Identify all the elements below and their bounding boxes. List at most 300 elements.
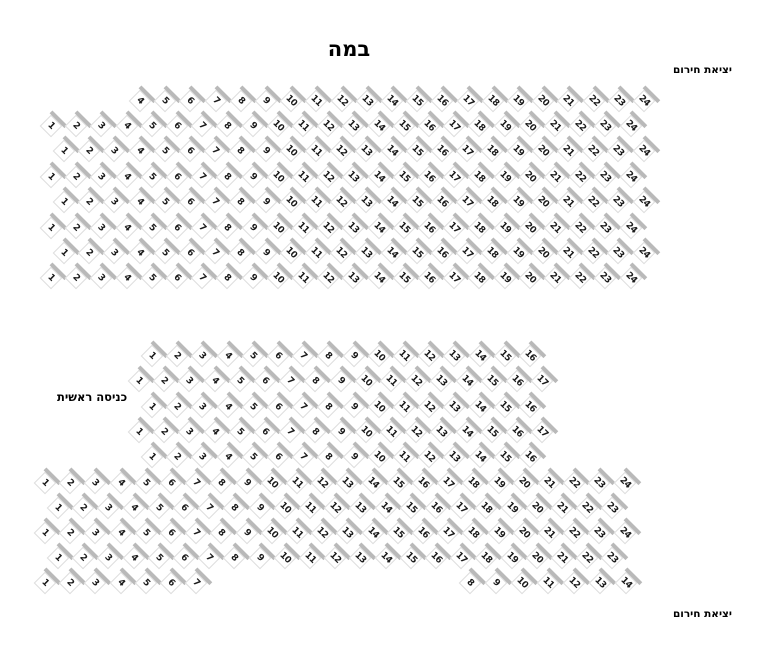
seat-number: 5: [146, 272, 158, 284]
seat-number: 10: [264, 475, 280, 491]
seat-number: 16: [421, 169, 437, 185]
seat-number: 6: [171, 120, 183, 132]
seat-number: 11: [302, 550, 318, 566]
seat-number: 1: [39, 527, 51, 539]
seat[interactable]: [109, 522, 132, 545]
seat-number: 15: [390, 525, 406, 541]
seat[interactable]: [512, 522, 535, 545]
seat[interactable]: [84, 572, 107, 595]
seat-number: 21: [541, 475, 557, 491]
seat[interactable]: [459, 572, 482, 595]
seat[interactable]: [485, 572, 508, 595]
seat-number: 7: [196, 120, 209, 132]
seat-number: 2: [158, 426, 171, 438]
seat-number: 9: [241, 477, 253, 489]
seat-number: 5: [247, 401, 259, 413]
seat[interactable]: [588, 522, 611, 545]
seat-number: 14: [378, 550, 394, 566]
seat[interactable]: [437, 472, 460, 495]
seat[interactable]: [425, 497, 448, 520]
seat[interactable]: [134, 522, 157, 545]
seat[interactable]: [374, 547, 397, 570]
seat-number: 2: [70, 171, 83, 183]
seat-number: 6: [272, 350, 284, 362]
seat[interactable]: [563, 522, 586, 545]
seat-number: 8: [323, 350, 335, 362]
seat[interactable]: [97, 547, 120, 570]
seat[interactable]: [286, 522, 309, 545]
seat-number: 11: [295, 270, 311, 286]
seat-number: 18: [479, 500, 495, 516]
seat-number: 4: [128, 552, 140, 564]
seat-number: 12: [566, 575, 582, 591]
seat-number: 4: [128, 502, 140, 514]
seat[interactable]: [361, 472, 384, 495]
seat-number: 3: [90, 527, 102, 539]
seat[interactable]: [109, 472, 132, 495]
seat[interactable]: [260, 522, 283, 545]
seat-number: 18: [472, 169, 488, 185]
seat[interactable]: [198, 497, 221, 520]
seat[interactable]: [374, 497, 397, 520]
seat[interactable]: [47, 547, 70, 570]
seat-number: 5: [140, 527, 152, 539]
seat[interactable]: [336, 522, 359, 545]
seat-number: 7: [284, 426, 297, 438]
seat[interactable]: [412, 472, 435, 495]
seat[interactable]: [361, 522, 384, 545]
seat[interactable]: [134, 472, 157, 495]
seat-number: 11: [540, 575, 556, 591]
seat-number: 9: [247, 222, 259, 234]
seat[interactable]: [260, 472, 283, 495]
seat-number: 9: [348, 350, 360, 362]
seat[interactable]: [185, 522, 208, 545]
seat-number: 20: [522, 220, 538, 236]
seat-number: 11: [302, 500, 318, 516]
seat[interactable]: [512, 472, 535, 495]
seat-number: 16: [522, 449, 538, 465]
seat-number: 9: [260, 247, 272, 259]
seat[interactable]: [551, 547, 574, 570]
seat[interactable]: [576, 547, 599, 570]
seat[interactable]: [72, 497, 95, 520]
seat-number: 9: [335, 426, 347, 438]
seat[interactable]: [34, 472, 57, 495]
seat-number: 7: [203, 552, 216, 564]
seat-number: 7: [196, 272, 209, 284]
seat[interactable]: [286, 472, 309, 495]
seat-number: 16: [522, 348, 538, 364]
seat-number: 11: [396, 348, 412, 364]
seat[interactable]: [59, 472, 82, 495]
seat-number: 2: [64, 477, 77, 489]
seat-number: 16: [415, 525, 431, 541]
seat-number: 12: [327, 550, 344, 566]
seat-number: 6: [178, 502, 190, 514]
seat[interactable]: [563, 472, 586, 495]
seat-number: 8: [216, 477, 228, 489]
seat[interactable]: [59, 522, 82, 545]
seat[interactable]: [615, 572, 638, 595]
seat[interactable]: [248, 497, 271, 520]
seat-number: 10: [283, 143, 299, 159]
seat-number: 10: [358, 424, 374, 440]
seat[interactable]: [122, 497, 145, 520]
seat-number: 22: [579, 550, 596, 566]
seat-number: 13: [447, 348, 463, 364]
seat-number: 2: [83, 196, 96, 208]
seat-number: 14: [384, 245, 400, 261]
seat[interactable]: [450, 547, 473, 570]
seat-number: 17: [459, 194, 476, 210]
seat[interactable]: [160, 522, 183, 545]
seat[interactable]: [399, 547, 422, 570]
seat-number: 2: [83, 247, 96, 259]
emergency-exit-top-label: יציאת חירום: [672, 64, 732, 76]
seat-number: 11: [295, 118, 311, 134]
seat-number: 21: [554, 500, 570, 516]
seat-number: 13: [447, 449, 463, 465]
seat-number: 14: [378, 500, 394, 516]
seat-number: 9: [348, 401, 360, 413]
seat-number: 5: [247, 451, 259, 463]
seat-number: 3: [109, 247, 121, 259]
seat-number: 1: [58, 196, 70, 208]
seat[interactable]: [299, 497, 322, 520]
seat-number: 24: [623, 118, 639, 134]
seat[interactable]: [589, 572, 612, 595]
seat-number: 11: [289, 525, 305, 541]
seat-number: 12: [421, 399, 438, 415]
seat-number: 12: [408, 373, 425, 389]
seat-number: 6: [165, 527, 177, 539]
seat[interactable]: [160, 472, 183, 495]
seat-number: 19: [491, 475, 507, 491]
seat-number: 14: [459, 373, 475, 389]
seat-number: 4: [121, 120, 133, 132]
seat-number: 3: [103, 552, 115, 564]
seat-number: 1: [39, 477, 51, 489]
seat[interactable]: [613, 472, 636, 495]
seat[interactable]: [462, 472, 485, 495]
seat[interactable]: [475, 497, 498, 520]
seat[interactable]: [235, 472, 258, 495]
seat-number: 5: [159, 247, 171, 259]
seat-number: 22: [585, 143, 602, 159]
seat-number: 14: [618, 575, 634, 591]
seat-number: 23: [598, 118, 614, 134]
seat-number: 24: [636, 143, 652, 159]
seat[interactable]: [185, 472, 208, 495]
seat[interactable]: [311, 522, 334, 545]
seat-number: 24: [623, 270, 639, 286]
seat-number: 17: [534, 424, 551, 440]
seat-number: 17: [459, 245, 476, 261]
seat-number: 15: [497, 449, 513, 465]
seat-number: 3: [197, 451, 209, 463]
seat-number: 1: [146, 350, 158, 362]
seat-number: 13: [353, 500, 369, 516]
seat-number: 4: [115, 577, 127, 589]
seat[interactable]: [538, 472, 561, 495]
seat-number: 22: [566, 525, 583, 541]
seat[interactable]: [210, 522, 233, 545]
seat[interactable]: [109, 572, 132, 595]
seat-number: 10: [270, 270, 286, 286]
seat-number: 23: [611, 143, 627, 159]
seat-number: 22: [572, 270, 589, 286]
seat[interactable]: [122, 547, 145, 570]
seat-number: 10: [358, 373, 374, 389]
seat[interactable]: [462, 522, 485, 545]
seat-number: 1: [146, 451, 158, 463]
seat-number: 16: [434, 245, 450, 261]
seat-number: 17: [460, 93, 476, 109]
seat-number: 1: [45, 120, 57, 132]
seat[interactable]: [613, 522, 636, 545]
seat[interactable]: [84, 472, 107, 495]
seat[interactable]: [511, 572, 534, 595]
seat[interactable]: [551, 497, 574, 520]
seat-number: 12: [334, 93, 350, 109]
seat[interactable]: [525, 497, 548, 520]
seat[interactable]: [198, 547, 221, 570]
seat-number: 16: [522, 399, 538, 415]
seat-number: 20: [529, 500, 545, 516]
seat-number: 11: [308, 194, 324, 210]
seat[interactable]: [412, 522, 435, 545]
seat[interactable]: [324, 547, 347, 570]
seat[interactable]: [34, 572, 57, 595]
seat-number: 6: [184, 247, 196, 259]
seat[interactable]: [475, 547, 498, 570]
seat-number: 1: [52, 502, 64, 514]
seat[interactable]: [147, 547, 170, 570]
seat[interactable]: [537, 572, 560, 595]
seat-number: 4: [209, 426, 221, 438]
seat-number: 13: [346, 220, 362, 236]
seat-number: 14: [472, 399, 488, 415]
seat-number: 8: [235, 247, 247, 259]
seat[interactable]: [185, 572, 208, 595]
seat-number: 4: [134, 95, 146, 107]
seat-number: 16: [421, 220, 437, 236]
seat-number: 5: [234, 375, 246, 387]
seat-number: 18: [485, 245, 501, 261]
seat-number: 4: [222, 350, 234, 362]
seat-number: 15: [409, 194, 425, 210]
seat-number: 12: [320, 169, 337, 185]
seat-number: 15: [390, 475, 406, 491]
seat-number: 13: [340, 475, 356, 491]
seat-number: 15: [409, 245, 425, 261]
seat-number: 8: [222, 222, 234, 234]
seat-number: 2: [171, 451, 184, 463]
seat-number: 20: [535, 245, 551, 261]
seat-number: 10: [264, 525, 280, 541]
seat-number: 20: [522, 118, 538, 134]
seat[interactable]: [311, 472, 334, 495]
seat-number: 11: [308, 143, 324, 159]
stage-label: במה: [327, 37, 371, 61]
seat-number: 7: [190, 577, 203, 589]
seat-number: 15: [497, 399, 513, 415]
seat-number: 10: [514, 575, 530, 591]
seat-number: 22: [585, 245, 602, 261]
seat[interactable]: [72, 547, 95, 570]
seat[interactable]: [437, 522, 460, 545]
seat-number: 7: [297, 350, 310, 362]
seat-number: 3: [197, 401, 209, 413]
seat[interactable]: [97, 497, 120, 520]
seat[interactable]: [349, 547, 372, 570]
seat-number: 6: [171, 222, 183, 234]
seat-number: 19: [497, 169, 513, 185]
seat-number: 1: [133, 375, 145, 387]
seat-number: 21: [561, 93, 577, 109]
seat[interactable]: [235, 522, 258, 545]
seat[interactable]: [425, 547, 448, 570]
seat[interactable]: [500, 547, 523, 570]
seat[interactable]: [538, 522, 561, 545]
emergency-exit-bottom-label: יציאת חירום: [672, 608, 732, 620]
seat[interactable]: [173, 547, 196, 570]
seat-number: 12: [333, 143, 350, 159]
seat-number: 22: [579, 500, 596, 516]
seat-number: 12: [320, 270, 337, 286]
seat[interactable]: [160, 572, 183, 595]
seat-number: 15: [396, 270, 412, 286]
seat-number: 18: [485, 93, 501, 109]
seat-number: 16: [421, 118, 437, 134]
seat-number: 14: [371, 270, 387, 286]
seat[interactable]: [336, 472, 359, 495]
seat-number: 3: [96, 171, 108, 183]
seat[interactable]: [273, 547, 296, 570]
seat-number: 21: [547, 220, 563, 236]
seat-number: 10: [371, 399, 387, 415]
seat-number: 7: [297, 401, 310, 413]
seat[interactable]: [563, 572, 586, 595]
seat-number: 2: [77, 552, 90, 564]
seat-number: 14: [384, 93, 400, 109]
seat-number: 5: [140, 577, 152, 589]
seat[interactable]: [134, 572, 157, 595]
seat-number: 7: [210, 95, 222, 107]
seat[interactable]: [223, 547, 246, 570]
seat-number: 13: [359, 245, 375, 261]
seat[interactable]: [173, 497, 196, 520]
seat[interactable]: [450, 497, 473, 520]
seat[interactable]: [399, 497, 422, 520]
seat-number: 14: [371, 220, 387, 236]
seat[interactable]: [223, 497, 246, 520]
seat-number: 21: [560, 143, 576, 159]
seat[interactable]: [601, 547, 624, 570]
seat[interactable]: [525, 547, 548, 570]
seat-number: 20: [535, 194, 551, 210]
seat-number: 10: [277, 500, 293, 516]
seat-number: 22: [585, 194, 602, 210]
seat[interactable]: [576, 497, 599, 520]
seat[interactable]: [34, 522, 57, 545]
seat-number: 13: [340, 525, 356, 541]
seat[interactable]: [588, 472, 611, 495]
seat-number: 8: [222, 120, 234, 132]
seat[interactable]: [487, 472, 510, 495]
seat-number: 6: [184, 145, 196, 157]
seat[interactable]: [47, 497, 70, 520]
seat-number: 15: [409, 143, 425, 159]
seat-number: 3: [96, 120, 108, 132]
seat-number: 10: [270, 118, 286, 134]
seat-number: 13: [447, 399, 463, 415]
seat-number: 21: [547, 118, 563, 134]
seat-number: 12: [320, 118, 337, 134]
seat[interactable]: [349, 497, 372, 520]
seat-number: 8: [323, 451, 335, 463]
seat[interactable]: [299, 547, 322, 570]
seat-number: 1: [52, 552, 64, 564]
seat-number: 22: [572, 220, 589, 236]
seat-number: 23: [598, 270, 614, 286]
seat-number: 3: [103, 502, 115, 514]
seat-number: 22: [586, 93, 602, 109]
seat[interactable]: [210, 472, 233, 495]
seat-number: 9: [241, 527, 253, 539]
seat[interactable]: [487, 522, 510, 545]
seat[interactable]: [386, 472, 409, 495]
seat-number: 8: [235, 145, 247, 157]
seat-number: 21: [541, 525, 557, 541]
seat[interactable]: [248, 547, 271, 570]
seat-number: 19: [510, 194, 526, 210]
seat-number: 17: [459, 143, 476, 159]
seat-number: 3: [96, 222, 108, 234]
seat-number: 14: [365, 475, 381, 491]
seat[interactable]: [84, 522, 107, 545]
seat[interactable]: [59, 572, 82, 595]
seat-number: 17: [440, 475, 457, 491]
seat-number: 23: [592, 475, 608, 491]
seat[interactable]: [386, 522, 409, 545]
seat-number: 9: [260, 196, 272, 208]
seat-number: 9: [254, 552, 266, 564]
seat-number: 11: [289, 475, 305, 491]
seat-number: 6: [184, 196, 196, 208]
seat-number: 10: [270, 169, 286, 185]
seat-number: 23: [611, 245, 627, 261]
seat-number: 21: [547, 270, 563, 286]
seat-number: 23: [611, 93, 627, 109]
seat-number: 20: [516, 525, 532, 541]
seat-number: 6: [185, 95, 197, 107]
seat-number: 4: [209, 375, 221, 387]
seat-number: 9: [247, 171, 259, 183]
seat[interactable]: [500, 497, 523, 520]
seat-number: 7: [190, 477, 203, 489]
seat-number: 24: [617, 525, 633, 541]
seat-number: 10: [283, 245, 299, 261]
seat[interactable]: [147, 497, 170, 520]
seat-number: 18: [485, 194, 501, 210]
seat-number: 24: [636, 93, 652, 109]
seat[interactable]: [601, 497, 624, 520]
seat[interactable]: [324, 497, 347, 520]
seat[interactable]: [273, 497, 296, 520]
seat-number: 15: [484, 373, 500, 389]
